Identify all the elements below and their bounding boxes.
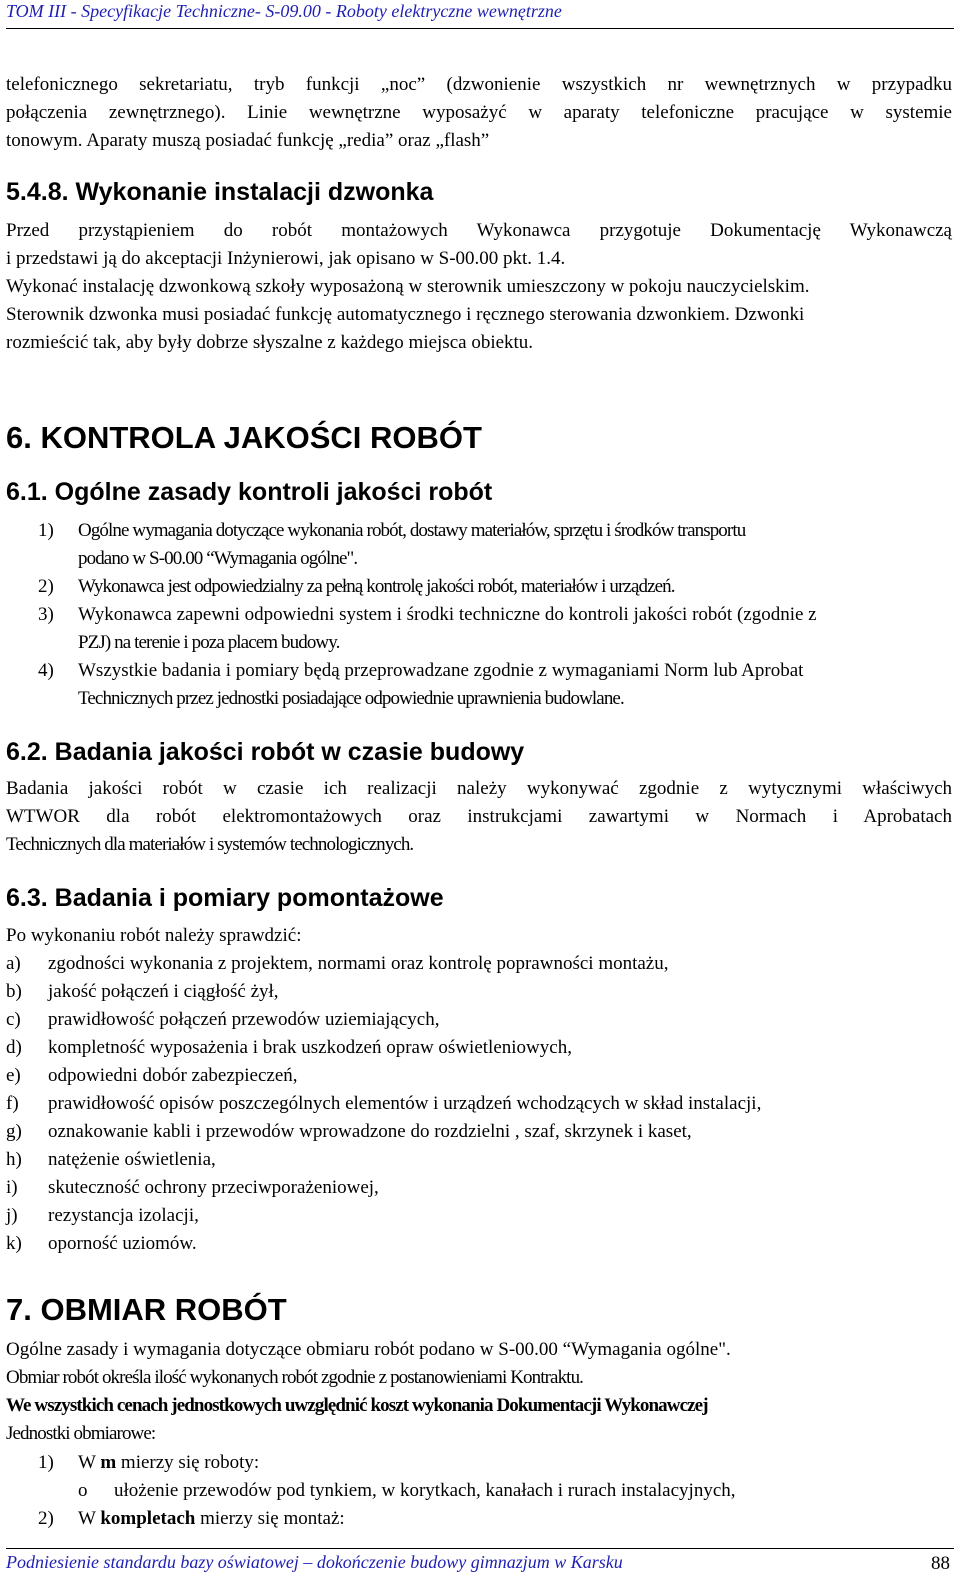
- paragraph-line: rozmieścić tak, aby były dobrze słyszalne z każdego miejsca obiektu.: [6, 332, 534, 353]
- item-number: 2): [38, 576, 54, 597]
- list-marker: e): [6, 1065, 21, 1086]
- intro-line-3: tonowym. Aparaty muszą posiadać funkcję „redia” oraz „flash”: [6, 130, 490, 151]
- list-text: oznakowanie kabli i przewodów wprowadzone do rozdzielni , szaf, skrzynek i kaset,: [48, 1121, 692, 1142]
- heading-6-1: 6.1. Ogólne zasady kontroli jakości robót: [6, 478, 493, 506]
- sub-list-marker: o: [78, 1480, 88, 1501]
- list-marker: i): [6, 1177, 18, 1198]
- sub-list-text: ułożenie przewodów pod tynkiem, w korytkach, kanałach i rurach instalacyjnych,: [114, 1480, 736, 1501]
- header-title: TOM III - Specyfikacje Techniczne- S-09.00 - Roboty elektryczne wewnętrzne: [6, 1, 562, 21]
- page-header: [6, 0, 954, 29]
- list-text: natężenie oświetlenia,: [48, 1149, 216, 1170]
- heading-6: 6. KONTROLA JAKOŚCI ROBÓT: [6, 420, 482, 455]
- paragraph-line: Po wykonaniu robót należy sprawdzić:: [6, 925, 302, 946]
- heading-5-4-8: 5.4.8. Wykonanie instalacji dzwonka: [6, 178, 434, 206]
- item-text-bold: kompletach: [100, 1508, 196, 1529]
- item-text-bold: m: [100, 1452, 117, 1473]
- item-text: PZJ) na terenie i poza placem budowy.: [78, 632, 340, 653]
- paragraph-line: Jednostki obmiarowe:: [6, 1423, 156, 1444]
- list-marker: c): [6, 1009, 21, 1030]
- item-text: Wszystkie badania i pomiary będą przeprowadzane zgodnie z wymaganiami Norm lub Aprobat: [78, 660, 804, 681]
- page-number: 88: [931, 1553, 950, 1574]
- item-text: Wykonawca jest odpowiedzialny za pełną kontrolę jakości robót, materiałów i urządzeń.: [78, 576, 675, 597]
- item-text: Wykonawca zapewni odpowiedni system i środki techniczne do kontroli jakości robót (zgodnie z: [78, 604, 817, 625]
- paragraph-line: Technicznych dla materiałów i systemów technologicznych.: [6, 834, 414, 855]
- item-text-suffix: mierzy się montaż:: [195, 1508, 345, 1529]
- list-marker: f): [6, 1093, 19, 1114]
- list-marker: b): [6, 981, 22, 1002]
- item-number: 1): [38, 1452, 54, 1473]
- item-number: 4): [38, 660, 54, 681]
- page-footer: [6, 1548, 954, 1575]
- list-text: odpowiedni dobór zabezpieczeń,: [48, 1065, 298, 1086]
- item-text-prefix: W: [78, 1508, 101, 1529]
- paragraph-line: Obmiar robót określa ilość wykonanych robót zgodnie z postanowieniami Kontraktu.: [6, 1367, 584, 1388]
- intro-line-2: połączenia zewnętrznego). Linie wewnętrzne wyposażyć w aparaty telefoniczne pracujące w systemie: [6, 102, 952, 123]
- paragraph-line: Wykonać instalację dzwonkową szkoły wyposażoną w sterownik umieszczony w pokoju nauczycielskim.: [6, 276, 810, 297]
- item-text: Ogólne wymagania dotyczące wykonania robót, dostawy materiałów, sprzętu i środków transportu: [78, 520, 746, 541]
- heading-7: 7. OBMIAR ROBÓT: [6, 1292, 287, 1327]
- paragraph-line: WTWOR dla robót elektromontażowych oraz instrukcjami zawartymi w Normach i Aprobatach: [6, 806, 952, 827]
- item-text: Technicznych przez jednostki posiadające odpowiednie uprawnienia budowlane.: [78, 688, 624, 709]
- list-marker: k): [6, 1233, 22, 1254]
- item-text-suffix: mierzy się roboty:: [116, 1452, 260, 1473]
- list-text: skuteczność ochrony przeciwporażeniowej,: [48, 1177, 379, 1198]
- paragraph-line: i przedstawi ją do akceptacji Inżynierowi, jak opisano w S-00.00 pkt. 1.4.: [6, 248, 566, 269]
- item-text: podano w S-00.00 “Wymagania ogólne".: [78, 548, 358, 569]
- list-text: oporność uziomów.: [48, 1233, 197, 1254]
- list-text: prawidłowość połączeń przewodów uziemiających,: [48, 1009, 440, 1030]
- heading-6-3: 6.3. Badania i pomiary pomontażowe: [6, 884, 444, 912]
- item-text: [78, 1505, 946, 1533]
- list-marker: j): [6, 1205, 18, 1226]
- list-marker: g): [6, 1121, 22, 1142]
- list-text: prawidłowość opisów poszczególnych elementów i urządzeń wchodzących w skład instalacji,: [48, 1093, 762, 1114]
- paragraph-line: Sterownik dzwonka musi posiadać funkcję automatycznego i ręcznego sterowania dzwonkiem. Dzwonki: [6, 304, 805, 325]
- paragraph-line: Przed przystąpieniem do robót montażowych Wykonawca przygotuje Dokumentację Wykonawczą: [6, 220, 952, 241]
- list-marker: d): [6, 1037, 22, 1058]
- item-text-prefix: W: [78, 1452, 101, 1473]
- intro-line-1: telefonicznego sekretariatu, tryb funkcji „noc” (dzwonienie wszystkich nr wewnętrznych w przypadku: [6, 74, 952, 95]
- item-number: 1): [38, 520, 54, 541]
- heading-6-2: 6.2. Badania jakości robót w czasie budowy: [6, 738, 525, 766]
- bold-paragraph-line: We wszystkich cenach jednostkowych uwzględnić koszt wykonania Dokumentacji Wykonawczej: [6, 1395, 708, 1416]
- item-text: [78, 1449, 946, 1477]
- paragraph-line: Ogólne zasady i wymagania dotyczące obmiaru robót podano w S-00.00 “Wymagania ogólne".: [6, 1339, 731, 1360]
- item-number: 2): [38, 1508, 54, 1529]
- item-number: 3): [38, 604, 54, 625]
- list-text: rezystancja izolacji,: [48, 1205, 199, 1226]
- list-text: kompletność wyposażenia i brak uszkodzeń opraw oświetleniowych,: [48, 1037, 572, 1058]
- list-marker: a): [6, 953, 21, 974]
- footer-text: Podniesienie standardu bazy oświatowej – dokończenie budowy gimnazjum w Karsku: [6, 1552, 623, 1572]
- paragraph-line: Badania jakości robót w czasie ich realizacji należy wykonywać zgodnie z wytycznymi właściwych: [6, 778, 952, 799]
- list-marker: h): [6, 1149, 22, 1170]
- list-text: zgodności wykonania z projektem, normami oraz kontrolę poprawności montażu,: [48, 953, 669, 974]
- list-text: jakość połączeń i ciągłość żył,: [48, 981, 279, 1002]
